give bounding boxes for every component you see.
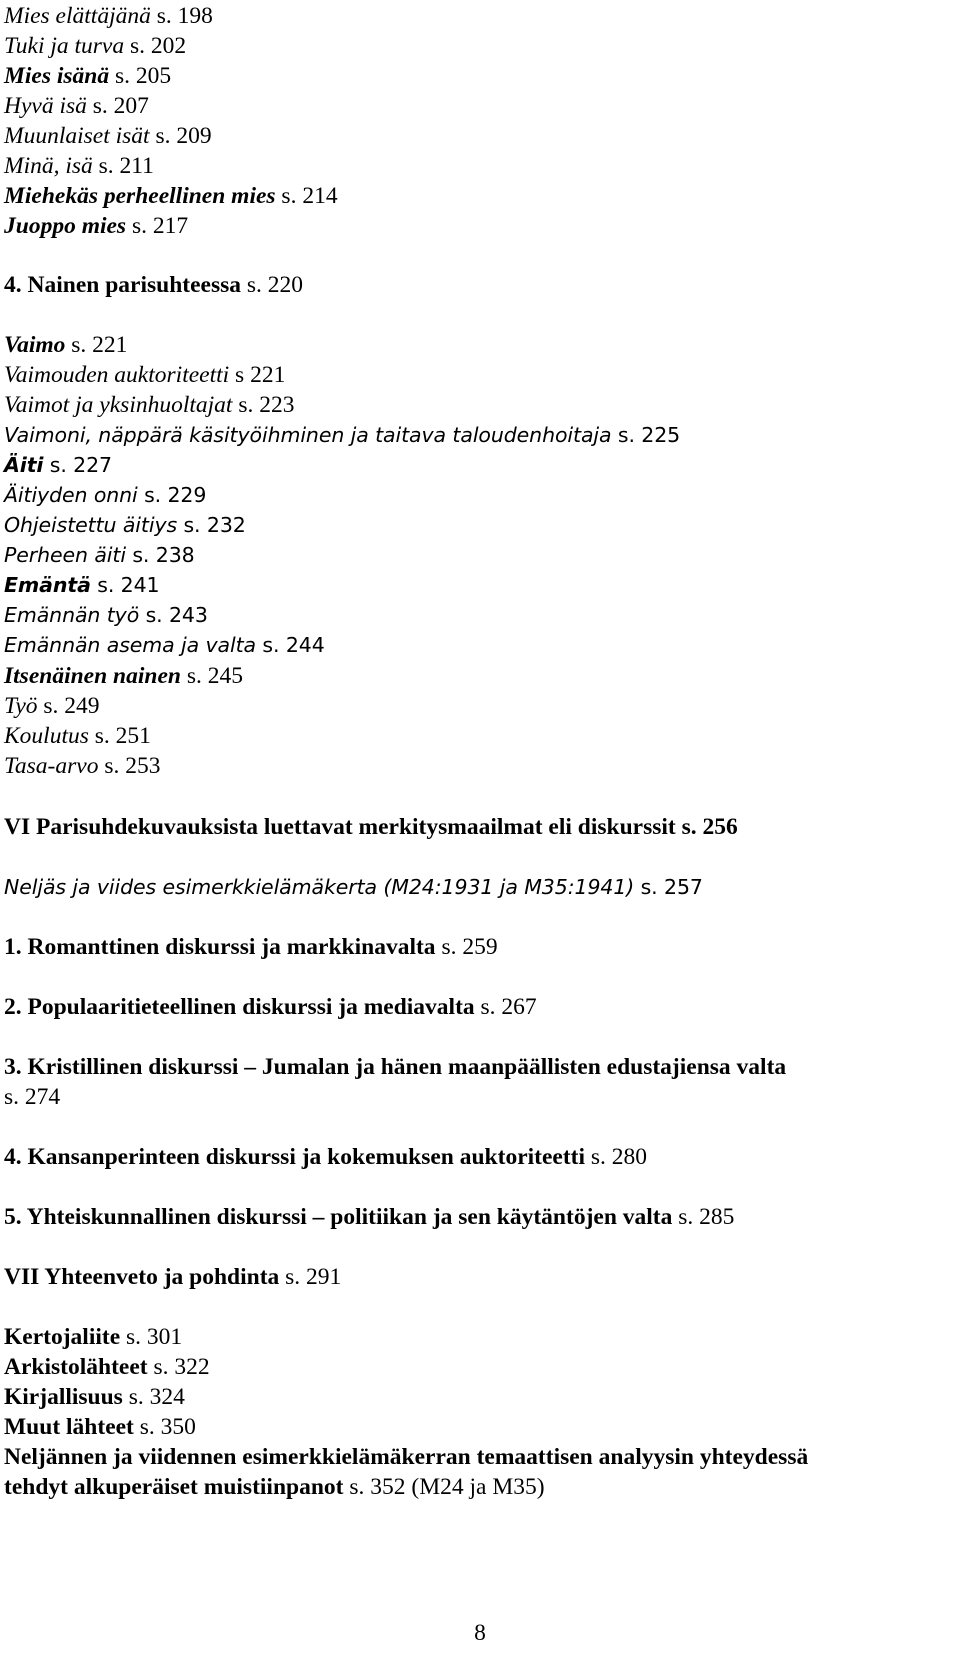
toc-title: Tasa-arvo bbox=[4, 753, 99, 779]
toc-title: 4. Nainen parisuhteessa bbox=[4, 272, 241, 298]
toc-page: s. 205 bbox=[109, 63, 172, 89]
toc-title: 5. Yhteiskunnallinen diskurssi – politiikan ja sen käytäntöjen valta bbox=[4, 1204, 673, 1230]
toc-entry-itsenainen bbox=[4, 661, 243, 691]
toc-entry-muut-lahteet bbox=[4, 1412, 196, 1442]
toc-title: Minä, isä bbox=[4, 153, 93, 179]
toc-entry-vaimouden-auktoriteetti bbox=[4, 360, 285, 390]
toc-entry-vaimot-yksinhuoltajat bbox=[4, 390, 295, 420]
toc-entry-koulutus bbox=[4, 721, 151, 751]
toc-title: 3. Kristillinen diskurssi – Jumalan ja hänen maanpäällisten edustajiensa valta bbox=[4, 1054, 787, 1080]
toc-title: Äitiyden onni bbox=[4, 483, 138, 507]
toc-entry-kertojaliite bbox=[4, 1322, 182, 1352]
toc-entry-mies-isana bbox=[4, 61, 171, 91]
toc-chapter-vi bbox=[4, 812, 738, 842]
toc-chapter-vii bbox=[4, 1262, 341, 1292]
toc-page: s 221 bbox=[229, 362, 286, 388]
toc-entry-miehekas bbox=[4, 181, 338, 211]
toc-entry-aiti bbox=[4, 450, 112, 480]
toc-page: s. 238 bbox=[125, 543, 195, 567]
toc-title: Neljännen ja viidennen esimerkkielämäkerran temaattisen analyysin yhteydessä bbox=[4, 1444, 809, 1470]
toc-title: Kertojaliite bbox=[4, 1324, 121, 1350]
page-number: 8 bbox=[474, 1620, 486, 1646]
toc-entry-emannan-tyo bbox=[4, 600, 208, 630]
toc-page: s. 229 bbox=[137, 483, 207, 507]
toc-title: Perheen äiti bbox=[4, 543, 126, 567]
toc-page: s. 257 bbox=[634, 875, 703, 899]
toc-page: s. 249 bbox=[37, 693, 100, 719]
toc-title: VII Yhteenveto ja pohdinta bbox=[4, 1264, 280, 1290]
toc-title: Vaimouden auktoriteetti bbox=[4, 362, 230, 388]
toc-page: s. 198 bbox=[150, 3, 213, 29]
toc-entry-diskurssi-3-page bbox=[4, 1082, 60, 1112]
toc-page: s. 350 bbox=[133, 1414, 196, 1440]
toc-entry-emannan-asema bbox=[4, 630, 325, 660]
toc-title: Juoppo mies bbox=[4, 213, 127, 239]
toc-page: s. 301 bbox=[120, 1324, 183, 1350]
toc-title: Vaimo bbox=[4, 332, 66, 358]
toc-title: 1. Romanttinen diskurssi ja markkinavalta bbox=[4, 934, 436, 960]
toc-entry-neljas-viides bbox=[4, 872, 703, 902]
toc-page: s. 209 bbox=[149, 123, 212, 149]
toc-page: s. 217 bbox=[126, 213, 189, 239]
toc-entry-arkistolahteet bbox=[4, 1352, 210, 1382]
toc-title: Mies elättäjänä bbox=[4, 3, 151, 29]
toc-entry-emanta bbox=[4, 570, 160, 600]
toc-page: s. 221 bbox=[65, 332, 128, 358]
toc-title: Neljäs ja viides esimerkkielämäkerta (M24:1931 ja M35:1941) bbox=[4, 875, 635, 899]
toc-entry-ohjeistettu bbox=[4, 510, 246, 540]
toc-page: s. 243 bbox=[139, 603, 208, 627]
toc-title: tehdyt alkuperäiset muistiinpanot bbox=[4, 1474, 344, 1500]
toc-title: 4. Kansanperinteen diskurssi ja kokemuksen auktoriteetti bbox=[4, 1144, 586, 1170]
toc-page: s. 207 bbox=[86, 93, 149, 119]
toc-page: s. 220 bbox=[241, 272, 304, 298]
toc-title: Mies isänä bbox=[4, 63, 110, 89]
toc-page: s. 245 bbox=[180, 663, 243, 689]
toc-entry-diskurssi-5 bbox=[4, 1202, 734, 1232]
toc-entry-hyva-isa bbox=[4, 91, 149, 121]
toc-entry-tuki-ja-turva bbox=[4, 31, 186, 61]
toc-title: 2. Populaaritieteellinen diskurssi ja mediavalta bbox=[4, 994, 475, 1020]
toc-page: s. 225 bbox=[611, 423, 681, 447]
toc-page: s. 253 bbox=[98, 753, 161, 779]
toc-entry-tasa-arvo bbox=[4, 751, 161, 781]
toc-page: s. 251 bbox=[88, 723, 151, 749]
toc-title: Vaimoni, näppärä käsityöihminen ja taitava taloudenhoitaja bbox=[4, 423, 612, 447]
toc-title: Koulutus bbox=[4, 723, 89, 749]
toc-entry-juoppo bbox=[4, 211, 188, 241]
toc-title: Tuki ja turva bbox=[4, 33, 125, 59]
toc-title: Hyvä isä bbox=[4, 93, 87, 119]
toc-entry-tyo bbox=[4, 691, 100, 721]
toc-entry-aitiyden-onni bbox=[4, 480, 206, 510]
toc-title: Vaimot ja yksinhuoltajat bbox=[4, 392, 233, 418]
toc-entry-vaimoni bbox=[4, 420, 680, 450]
toc-page: s. 202 bbox=[124, 33, 187, 59]
toc-page: s. 291 bbox=[279, 1264, 342, 1290]
toc-title: Muunlaiset isät bbox=[4, 123, 150, 149]
toc-entry-diskurssi-3 bbox=[4, 1052, 786, 1082]
toc-title: Ohjeistettu äitiys bbox=[4, 513, 178, 537]
toc-page: s. 223 bbox=[232, 392, 295, 418]
toc-entry-diskurssi-4 bbox=[4, 1142, 647, 1172]
toc-page: s. 280 bbox=[585, 1144, 648, 1170]
toc-page: s. 232 bbox=[177, 513, 246, 537]
toc-title: Kirjallisuus bbox=[4, 1384, 123, 1410]
toc-entry-perheen-aiti bbox=[4, 540, 195, 570]
toc-title: Emäntä bbox=[4, 573, 91, 597]
toc-page: s. 324 bbox=[122, 1384, 185, 1410]
toc-entry-kirjallisuus bbox=[4, 1382, 185, 1412]
toc-entry-vaimo bbox=[4, 330, 127, 360]
toc-title: Muut lähteet bbox=[4, 1414, 134, 1440]
toc-page: s. 214 bbox=[275, 183, 338, 209]
toc-title: VI Parisuhdekuvauksista luettavat merkitysmaailmat eli diskurssit s. 256 bbox=[4, 814, 738, 840]
toc-page: s. 259 bbox=[435, 934, 498, 960]
toc-entry-mies-elattaja bbox=[4, 1, 213, 31]
toc-title: Työ bbox=[4, 693, 38, 719]
toc-title: Arkistolähteet bbox=[4, 1354, 148, 1380]
toc-entry-muunlaiset-isat bbox=[4, 121, 212, 151]
toc-title: Miehekäs perheellinen mies bbox=[4, 183, 276, 209]
toc-page: s. 322 bbox=[147, 1354, 210, 1380]
toc-title: Emännän työ bbox=[4, 603, 140, 627]
toc-page: s. 267 bbox=[474, 994, 537, 1020]
toc-title: Äiti bbox=[4, 453, 44, 477]
toc-entry-muistiinpanot bbox=[4, 1442, 808, 1472]
toc-page: s. 274 bbox=[4, 1084, 61, 1110]
toc-title: Itsenäinen nainen bbox=[4, 663, 181, 689]
toc-page: s. 227 bbox=[43, 453, 112, 477]
toc-entry-diskurssi-2 bbox=[4, 992, 537, 1022]
toc-page: s. 285 bbox=[672, 1204, 735, 1230]
toc-page: s. 352 (M24 ja M35) bbox=[343, 1474, 545, 1500]
toc-chapter-nainen-parisuhteessa bbox=[4, 270, 303, 300]
toc-entry-diskurssi-1 bbox=[4, 932, 498, 962]
toc-entry-muistiinpanot-cont bbox=[4, 1472, 545, 1502]
toc-title: Emännän asema ja valta bbox=[4, 633, 257, 657]
toc-page: s. 211 bbox=[92, 153, 154, 179]
toc-entry-mina-isa bbox=[4, 151, 154, 181]
toc-page: s. 244 bbox=[256, 633, 325, 657]
toc-page: s. 241 bbox=[90, 573, 160, 597]
